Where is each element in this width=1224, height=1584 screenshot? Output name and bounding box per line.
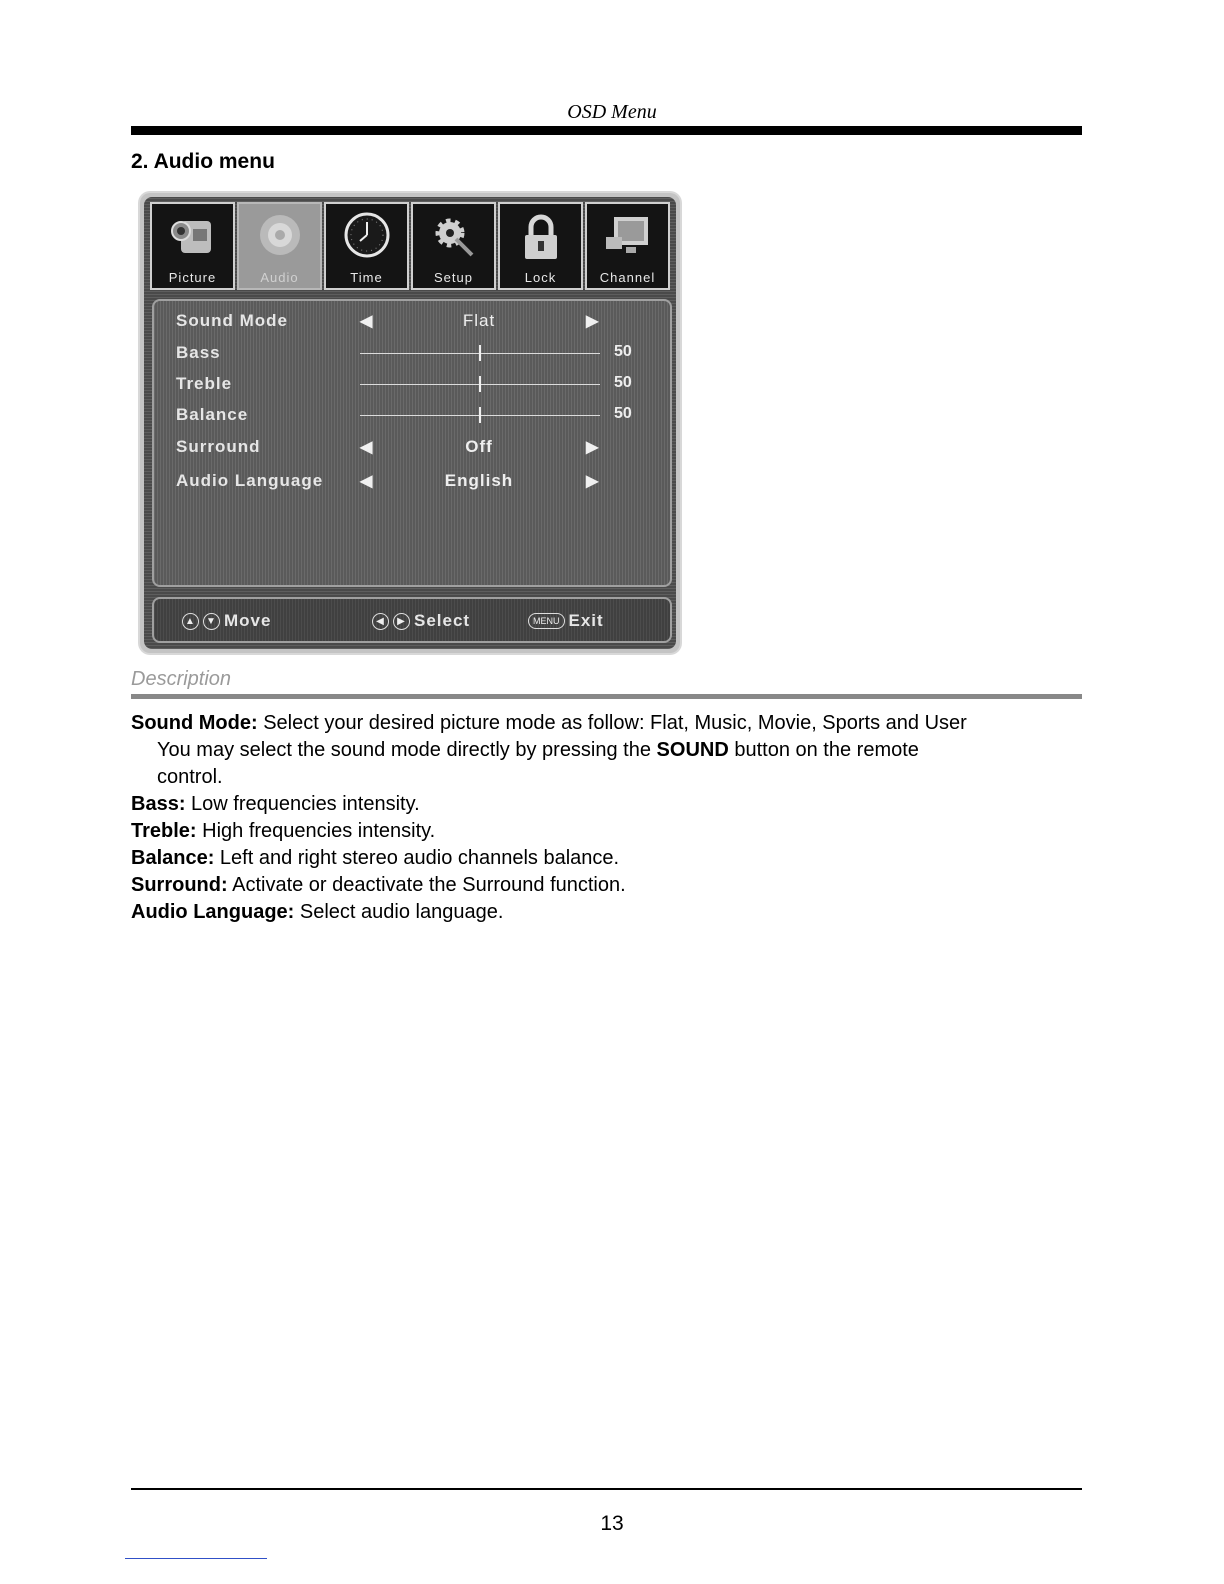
padlock-icon bbox=[500, 208, 581, 266]
tab-label: Setup bbox=[434, 270, 473, 285]
definition: Left and right stereo audio channels balance. bbox=[214, 847, 620, 869]
tab-label: Time bbox=[350, 270, 383, 285]
hint-label: Select bbox=[414, 611, 471, 630]
balance-slider-thumb[interactable] bbox=[479, 407, 481, 423]
row-sound-mode[interactable] bbox=[154, 307, 670, 337]
treble-description bbox=[131, 818, 1082, 845]
sound-mode-description bbox=[131, 710, 1082, 737]
term: Balance: bbox=[131, 847, 215, 869]
tab-audio[interactable] bbox=[237, 202, 322, 290]
definition: You may select the sound mode directly by pressing the bbox=[157, 739, 657, 761]
tab-label: Picture bbox=[168, 270, 217, 285]
tab-setup[interactable] bbox=[411, 202, 496, 290]
page-number: 13 bbox=[600, 1512, 624, 1535]
row-label: Audio Language bbox=[176, 471, 324, 490]
row-value: 50 bbox=[614, 343, 632, 360]
row-value: Off bbox=[465, 437, 493, 456]
row-label: Treble bbox=[176, 374, 233, 393]
row-value: Flat bbox=[462, 311, 496, 330]
arrow-right-icon[interactable]: ▶ bbox=[586, 473, 599, 490]
row-bass[interactable] bbox=[154, 339, 670, 369]
down-arrow-icon: ▼ bbox=[203, 613, 220, 630]
menu-key-icon: MENU bbox=[528, 613, 565, 629]
arrow-right-icon[interactable]: ▶ bbox=[586, 313, 599, 330]
term: Bass: bbox=[131, 793, 186, 815]
row-value: English bbox=[444, 471, 514, 490]
term: Audio Language: bbox=[131, 901, 295, 923]
tab-label: Lock bbox=[524, 270, 557, 285]
definition: Activate or deactivate the Surround function. bbox=[227, 874, 626, 896]
audio-settings-panel bbox=[152, 299, 672, 587]
up-arrow-icon: ▲ bbox=[182, 613, 199, 630]
term: Sound Mode: bbox=[131, 712, 258, 734]
definition: button on the remote bbox=[728, 739, 919, 761]
tab-lock[interactable] bbox=[498, 202, 583, 290]
link-underline bbox=[125, 1558, 267, 1559]
tab-time[interactable] bbox=[324, 202, 409, 290]
description-body bbox=[131, 710, 1082, 926]
osd-hint-bar bbox=[152, 597, 672, 643]
osd-menu-screenshot bbox=[140, 193, 680, 653]
surround-description bbox=[131, 872, 1082, 899]
row-treble[interactable] bbox=[154, 370, 670, 400]
left-arrow-icon: ◀ bbox=[372, 613, 389, 630]
description-heading: Description bbox=[131, 668, 232, 690]
treble-slider-thumb[interactable] bbox=[479, 376, 481, 392]
select-hint bbox=[372, 611, 470, 631]
balance-description bbox=[131, 845, 1082, 872]
hint-label: Move bbox=[224, 611, 272, 630]
footer-rule bbox=[131, 1488, 1082, 1490]
row-label: Surround bbox=[176, 437, 261, 456]
speaker-icon bbox=[239, 208, 320, 266]
tab-label: Audio bbox=[260, 270, 299, 285]
arrow-left-icon[interactable]: ◀ bbox=[360, 473, 373, 490]
arrow-left-icon[interactable]: ◀ bbox=[360, 313, 373, 330]
row-label: Balance bbox=[176, 405, 249, 424]
audio-language-description bbox=[131, 899, 1082, 926]
definition: High frequencies intensity. bbox=[196, 820, 436, 842]
definition: control. bbox=[157, 766, 223, 788]
header-rule bbox=[131, 126, 1082, 135]
monitor-icon bbox=[587, 208, 668, 266]
sound-mode-description-continued bbox=[131, 764, 1082, 791]
gear-icon bbox=[413, 208, 494, 266]
row-label: Bass bbox=[176, 343, 221, 362]
definition: Select your desired picture mode as follow: Flat, Music, Movie, Sports and User bbox=[257, 712, 967, 734]
definition: Low frequencies intensity. bbox=[185, 793, 420, 815]
osd-screen bbox=[144, 197, 676, 649]
section-heading: 2. Audio menu bbox=[131, 150, 275, 173]
definition: Select audio language. bbox=[294, 901, 504, 923]
row-label: Sound Mode bbox=[176, 311, 288, 330]
row-surround[interactable] bbox=[154, 433, 670, 463]
row-balance[interactable] bbox=[154, 401, 670, 431]
row-audio-language[interactable] bbox=[154, 467, 670, 497]
bass-slider-thumb[interactable] bbox=[479, 345, 481, 361]
tab-channel[interactable] bbox=[585, 202, 670, 290]
move-hint bbox=[182, 611, 271, 631]
clock-icon bbox=[326, 208, 407, 266]
arrow-right-icon[interactable]: ▶ bbox=[586, 439, 599, 456]
tab-picture[interactable] bbox=[150, 202, 235, 290]
osd-tab-bar bbox=[150, 202, 670, 290]
page-header-title: OSD Menu bbox=[567, 101, 657, 123]
tab-label: Channel bbox=[599, 270, 656, 285]
arrow-left-icon[interactable]: ◀ bbox=[360, 439, 373, 456]
camcorder-icon bbox=[152, 208, 233, 266]
hint-label: Exit bbox=[568, 611, 604, 630]
right-arrow-icon: ▶ bbox=[393, 613, 410, 630]
bass-description bbox=[131, 791, 1082, 818]
exit-hint bbox=[528, 611, 604, 631]
description-rule bbox=[131, 694, 1082, 699]
row-value: 50 bbox=[614, 405, 632, 422]
sound-mode-description-continued bbox=[131, 737, 1082, 764]
sound-key-name: SOUND bbox=[656, 739, 729, 761]
row-value: 50 bbox=[614, 374, 632, 391]
term: Surround: bbox=[131, 874, 228, 896]
term: Treble: bbox=[131, 820, 197, 842]
